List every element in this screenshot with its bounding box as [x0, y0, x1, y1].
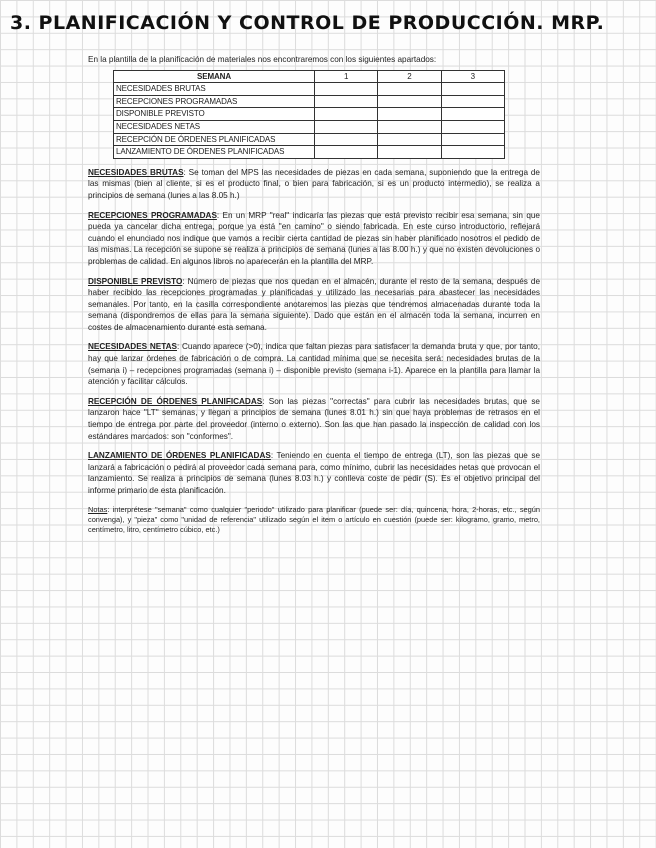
table-row	[114, 95, 505, 108]
document-body	[88, 54, 540, 542]
week-header: 2	[378, 70, 441, 83]
row-label: RECEPCIONES PROGRAMADAS	[114, 95, 315, 108]
row-label: RECEPCIÓN DE ÓRDENES PLANIFICADAS	[114, 133, 315, 146]
section-lanzamiento-ordenes	[88, 450, 540, 496]
row-label: DISPONIBLE PREVISTO	[114, 108, 315, 121]
table-row	[114, 108, 505, 121]
section-necesidades-brutas	[88, 167, 540, 202]
table-row	[114, 120, 505, 133]
table-row	[114, 146, 505, 159]
table-header-row	[114, 70, 505, 83]
intro-text: En la plantilla de la planificación de materiales nos encontraremos con los siguientes apartados:	[88, 55, 437, 64]
row-label: NECESIDADES BRUTAS	[114, 83, 315, 96]
section-term: RECEPCIONES PROGRAMADAS	[88, 210, 217, 220]
notes-term: Notas	[88, 504, 108, 514]
notes	[88, 505, 540, 535]
section-term: NECESIDADES BRUTAS	[88, 167, 184, 177]
section-disponible-previsto	[88, 276, 540, 334]
section-term: RECEPCIÓN DE ÓRDENES PLANIFICADAS	[88, 396, 263, 406]
page-title: 3. PLANIFICACIÓN Y CONTROL DE PRODUCCIÓN. MRP.	[10, 12, 605, 34]
week-header: 1	[315, 70, 378, 83]
section-term: NECESIDADES NETAS	[88, 342, 178, 352]
notes-text: : interprétese "semana" como cualquier "periodo" utilizado para planificar (puede ser: día, quincena, hora, 2-horas, etc., según convenga), y "pieza" como "unidad de referencia" utilizado según el item o artículo en cuestión (puede ser: kilogramo, gramo, metro, centímetro, litro, centímetro cúbico, etc.)	[88, 504, 540, 534]
section-text: : Son las piezas "correctas" para cubrir las necesidades brutas, que se lanzaron hace "LT" semanas, y llegan a principios de semana (lunes 8.01 h.) sin que haya problemas de retrasos en el tiempo de entrega por parte del proveedor (interno o externo). Son las que han pasado la inspección de calidad con los estándares marcados: son "conformes".	[88, 396, 540, 441]
section-term: LANZAMIENTO DE ÓRDENES PLANIFICADAS	[88, 451, 271, 461]
section-text: : Cuando aparece (>0), indica que faltan piezas para satisfacer la demanda bruta y que, por tanto, hay que lanzar órdenes de fabricación o de compra. La cantidad mínima que se necesita será: necesidades brutas de la (semana i) – recepciones programadas (semana i) – disponible previsto (semana i-1). Aparece en la plantilla para llamar la atención y facilitar cálculos.	[88, 342, 540, 387]
section-text: : En un MRP "real" indicaría las piezas que está previsto recibir esa semana, sin que pueda ya cancelar dicha entrega, porque ya está "en camino" o siendo fabricada. En este curso introductorio, reflejará cuando el enunciado nos indique que vamos a recibir cierta cantidad de piezas sin haber planificado nosotros el pedido de las mismas. La recepción se supone se realiza a principios de semana (lunes a las 8.00 h.) y que no existen devoluciones o problemas de calidad. En algunos libros no aparecerán en la plantilla del MRP.	[88, 210, 540, 266]
section-term: DISPONIBLE PREVISTO	[88, 276, 183, 286]
row-label: NECESIDADES NETAS	[114, 120, 315, 133]
section-recepciones-programadas	[88, 210, 540, 268]
section-text: : Teniendo en cuenta el tiempo de entrega (LT), son las piezas que se lanzará a fabricación o pedirá al proveedor cada semana para, como mínimo, cubrir las necesidades netas que provocan el lanzamiento. Se realiza a principios de semana (lunes 8.03 h.) y conlleva coste de pedir (S). Es el objetivo principal del informe primario de esta planificación.	[88, 451, 540, 495]
row-label: LANZAMIENTO DE ÓRDENES PLANIFICADAS	[114, 146, 315, 159]
table-row	[114, 83, 505, 96]
section-recepcion-ordenes	[88, 396, 540, 442]
table-row	[114, 133, 505, 146]
week-header: 3	[441, 70, 504, 83]
section-text: : Número de piezas que nos quedan en el almacén, durante el resto de la semana, después de haber recibido las recepciones programadas y planificadas y utilizado las necesarias para abastecer las necesidades semanales. Por tanto, en la casilla correspondiente anotaremos las piezas que tendremos almacenadas durante toda la semana (dispondremos de ellas para la semana siguiente). Dado que están en el almacén toda la semana, incurren en costes de almacenamiento durante esta semana.	[88, 276, 540, 332]
section-text: : Se toman del MPS las necesidades de piezas en cada semana, suponiendo que la entrega de las mismas (bien al cliente, si es el producto final, o bien para fabricación, si es un producto intermedio), se realiza a principios de semana (lunes a las 8.05 h.)	[88, 167, 540, 200]
header-label: SEMANA	[114, 70, 315, 83]
mrp-template-table	[113, 70, 505, 159]
section-necesidades-netas	[88, 341, 540, 387]
